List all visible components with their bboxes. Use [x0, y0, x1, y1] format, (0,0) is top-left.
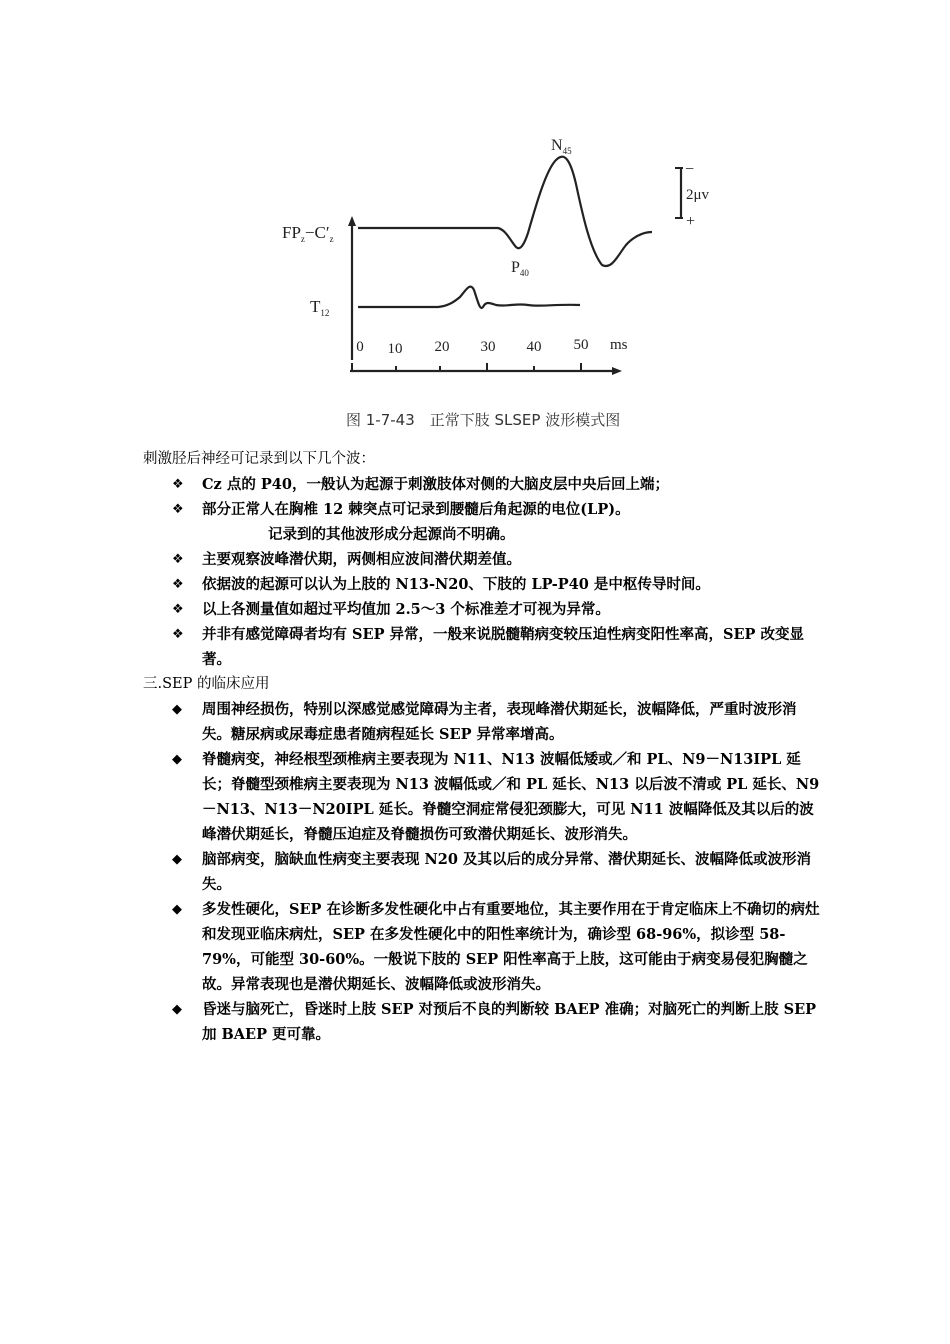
clinical-applications-list [143, 697, 823, 1047]
solid-diamond-bullet-icon: ◆ [172, 702, 182, 717]
diamond-bullet-icon: ❖ [172, 602, 184, 617]
x-tick-label: 10 [387, 341, 403, 357]
waves-list [143, 472, 823, 672]
list-item: ◆ 脑部病变，脑缺血性病变主要表现 N20 及其以后的成分异常、潜伏期延长、波幅降低或波形消失。 [143, 847, 823, 897]
list-item: ◆ 多发性硬化，SEP 在诊断多发性硬化中占有重要地位，其主要作用在于肯定临床上不确切的病灶和发现亚临床病灶，SEP 在多发性硬化中的阳性率统计为，确诊型 68-96%，拟诊型 58-79%，可能型 30-60%。一般说下肢的 SEP 阳性率高于上肢，这可能由于病变易侵犯胸髓之故。异常表现也是潜伏期延长、波幅降低或波形消失。 [143, 897, 823, 997]
list-item: ❖ 以上各测量值如超过平均值加 2.5～3 个标准差才可视为异常。 [143, 597, 823, 622]
fpz-trace [358, 157, 652, 266]
note-line: 记录到的其他波形成分起源尚不明确。 [268, 526, 515, 543]
intro-text: 刺激胫后神经可记录到以下几个波： [143, 451, 375, 467]
document-body [143, 447, 823, 1047]
list-item: ❖ 并非有感觉障碍者均有 SEP 异常，一般来说脱髓鞘病变较压迫性病变阳性率高，SEP 改变显著。 [143, 622, 823, 672]
x-unit-label: ms [610, 337, 628, 353]
list-item: ❖ 主要观察波峰潜伏期，两侧相应波间潜伏期差值。 [143, 547, 823, 572]
solid-diamond-bullet-icon: ◆ [172, 852, 182, 867]
list-item: ❖ Cz 点的 P40，一般认为起源于刺激肢体对侧的大脑皮层中央后回上端； [143, 472, 823, 497]
x-tick-label: 0 [356, 339, 364, 355]
list-item: ❖ 部分正常人在胸椎 12 棘突点可记录到腰髓后角起源的电位(LP)。 [143, 497, 823, 522]
p40-label: $P_{40}$ [511, 259, 529, 278]
time-axis-arrow [612, 367, 622, 375]
slsep-waveform-figure [270, 120, 720, 440]
scale-value: 2μv [686, 187, 710, 203]
solid-diamond-bullet-icon: ◆ [172, 1002, 182, 1017]
fpz-label: $FP_z-C'_z$ [282, 223, 334, 244]
solid-diamond-bullet-icon: ◆ [172, 752, 182, 767]
n45-label: $N_{45}$ [551, 137, 572, 156]
diamond-bullet-icon: ❖ [172, 627, 184, 642]
x-tick-label: 20 [434, 339, 450, 355]
vertical-axis-arrow [348, 216, 356, 226]
list-item: ❖ 依据波的起源可以认为上肢的 N13-N20、下肢的 LP-P40 是中枢传导时间。 [143, 572, 823, 597]
x-tick-label: 50 [573, 337, 589, 353]
section-heading: 三.SEP 的临床应用 [143, 676, 270, 692]
list-item: ◆ 昏迷与脑死亡，昏迷时上肢 SEP 对预后不良的判断较 BAEP 准确；对脑死亡的判断上肢 SEP 加 BAEP 更可靠。 [143, 997, 823, 1047]
list-item: ◆ 周围神经损伤，特别以深感觉感觉障碍为主者，表现峰潜伏期延长，波幅降低，严重时波形消失。糖尿病或尿毒症患者随病程延长 SEP 异常率增高。 [143, 697, 823, 747]
scale-minus: − [685, 161, 695, 178]
figure-caption: 图 1-7-43 正常下肢 SLSEP 波形模式图 [346, 411, 621, 429]
x-tick-label: 30 [480, 339, 496, 355]
scale-plus: + [686, 213, 696, 230]
diamond-bullet-icon: ❖ [172, 552, 184, 567]
t12-label: $T_{12}$ [310, 297, 330, 318]
solid-diamond-bullet-icon: ◆ [172, 902, 182, 917]
diamond-bullet-icon: ❖ [172, 577, 184, 592]
diamond-bullet-icon: ❖ [172, 502, 184, 517]
diamond-bullet-icon: ❖ [172, 477, 184, 492]
list-item: ◆ 脊髓病变，神经根型颈椎病主要表现为 N11、N13 波幅低矮或／和 PL、N9－N13IPL 延长；脊髓型颈椎病主要表现为 N13 波幅低或／和 PL 延长、N13 以后波不清或 PL 延长、N9－N13、N13－N20IPL 延长。脊髓空洞症常侵犯颈膨大，可见 N11 波幅降低及其以后的波峰潜伏期延长，脊髓压迫症及脊髓损伤可致潜伏期延长、波形消失。 [143, 747, 823, 847]
t12-trace [358, 287, 580, 308]
x-tick-label: 40 [526, 339, 542, 355]
waveform-diagram [270, 120, 720, 440]
